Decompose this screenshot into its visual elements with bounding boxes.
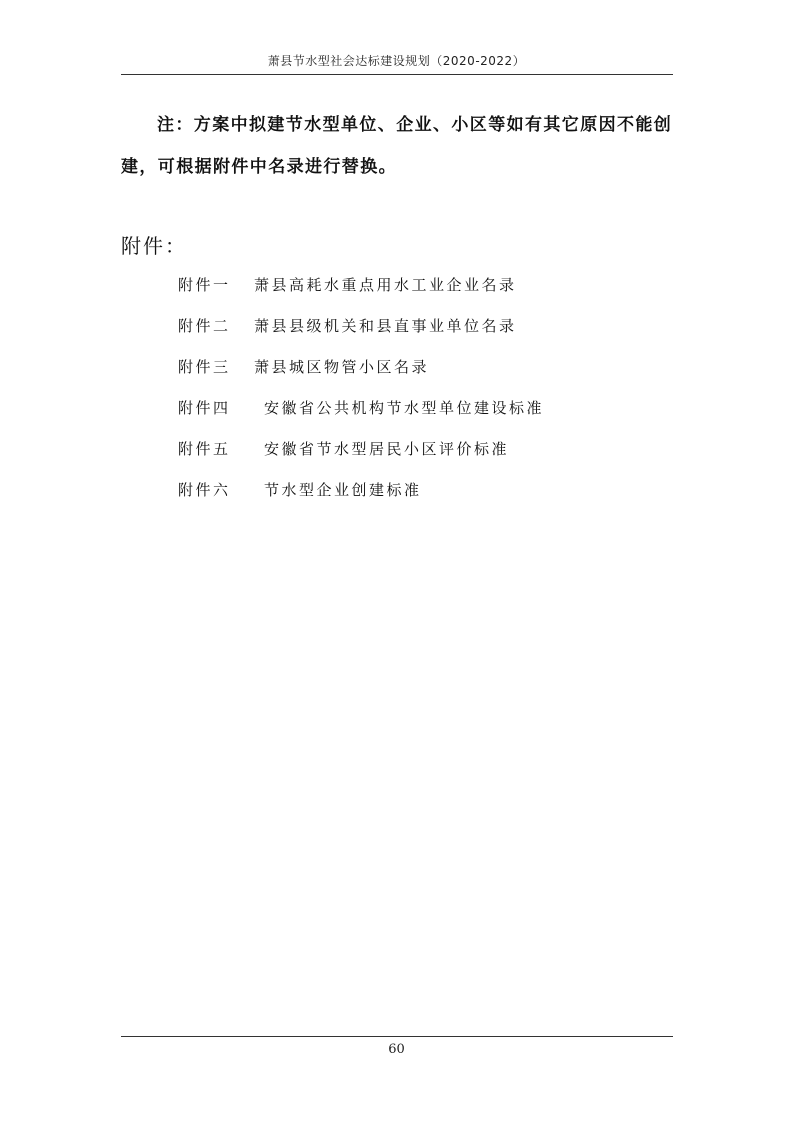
appendix-item: [178, 272, 544, 313]
note-text: 注：方案中拟建节水型单位、企业、小区等如有其它原因不能创建，可根据附件中名录进行替换。: [121, 115, 673, 177]
appendix-item: [178, 354, 544, 395]
header-rule: [121, 74, 673, 75]
note-paragraph: [121, 104, 681, 188]
appendix-number: 附件六: [178, 481, 231, 499]
appendix-item: [178, 436, 544, 477]
appendix-number: 附件一: [178, 276, 231, 294]
appendix-title: 萧县城区物管小区名录: [254, 358, 430, 376]
appendix-title: 节水型企业创建标准: [264, 481, 422, 499]
appendix-title: 安徽省节水型居民小区评价标准: [264, 440, 510, 458]
running-header: 萧县节水型社会达标建设规划（2020-2022）: [267, 54, 526, 68]
appendix-title: 萧县县级机关和县直事业单位名录: [254, 317, 517, 335]
appendix-item: [178, 313, 544, 354]
appendix-title: 安徽省公共机构节水型单位建设标准: [264, 399, 545, 417]
appendix-number: 附件四: [178, 399, 231, 417]
appendix-heading: 附件：: [121, 234, 187, 258]
appendix-number: 附件三: [178, 358, 231, 376]
appendix-item: [178, 395, 544, 436]
appendix-title: 萧县高耗水重点用水工业企业名录: [254, 276, 517, 294]
footer-rule: [121, 1036, 673, 1037]
appendix-item: [178, 477, 544, 518]
appendix-number: 附件二: [178, 317, 231, 335]
appendix-number: 附件五: [178, 440, 231, 458]
appendix-list: [178, 272, 544, 518]
page-number: 60: [388, 1042, 405, 1057]
